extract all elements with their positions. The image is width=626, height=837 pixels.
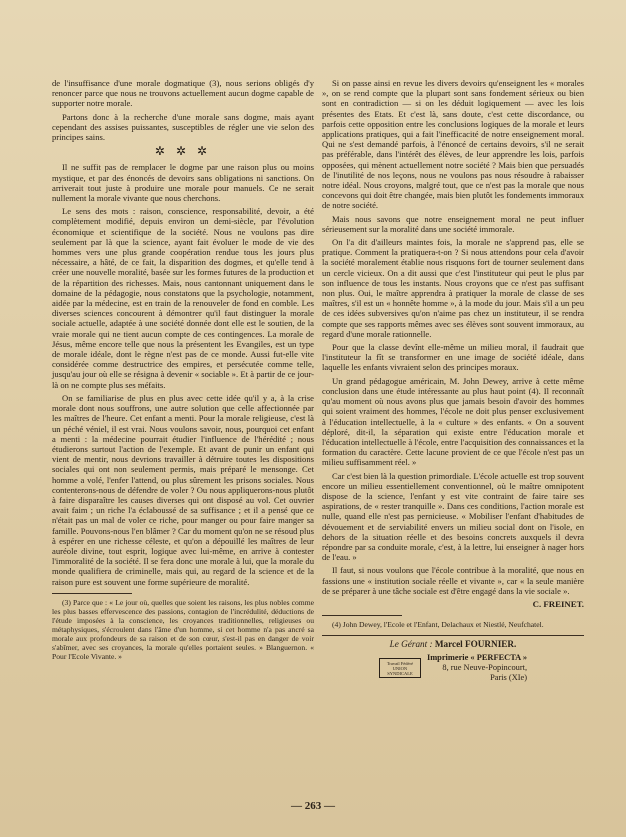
- union-logo-line1: Travail Fédéré: [386, 660, 414, 666]
- printer-address: [427, 653, 527, 683]
- section-ornament-icon: ✲ ✲ ✲: [154, 144, 212, 159]
- publisher-block: [322, 635, 584, 683]
- printer-street: 8, rue Neuve-Popincourt,: [442, 663, 528, 673]
- right-column: [322, 78, 584, 683]
- paragraph: Mais nous savons que notre enseignement moral ne peut influer sérieusement sur la moralité dans une société immorale.: [322, 213, 584, 234]
- page-number: — 263 —: [291, 800, 335, 812]
- paragraph: On se familiarise de plus en plus avec cette idée qu'il y a, à la crise morale dont nous souffrons, une autre solution que celle affectionnée par les maîtres de l'heure. Cet enfant a menti. Pour la morale religieuse, c'est là un péché véniel, il est vrai. Nous voulons savoir, nous, pourquoi cet enfant a menti : la médecine pourrait étudier l'influence de l'hérédité ; nous étudierons surtout l'action de l'exemple. Et avant de punir un enfant qui vient de mentir, nous devrions travailler à détruire toutes les dispositions sociales qui ont non seulement permis, mais préparé le mensonge. Cet homme a volé, l'enfer l'attend, ou plus sûrement les prisons sociales. Nous contenterons-nous de défendre de voler ? Ou nous appliquerons-nous plutôt à faire disparaître les causes diverses qui ont disposé au vol. Cet ouvrier avait faim ; un riche l'a éclaboussé de sa suffisance ; et il a pensé que ce n'était pas un mal de voler ce riche, pour manger ou pour faire manger sa famille. Pouvons-nous l'en blâmer ? Car du moment qu'on ne se résoud plus à espérer en une richesse céleste, et qu'on a dépouillé les maîtres de leur auréole divine, tout esprit, logique avec lui-même, en arrive à contester l'immoralité de la société. Il se fera donc une morale à lui, que la morale du monde qualifiera de criminelle, mais qui, au regard de la science et de la raison pure est souvent une forme supérieure de moralité.: [52, 392, 314, 587]
- footnote-divider: [322, 615, 402, 616]
- printer-row: [322, 653, 584, 683]
- paragraph: Partons donc à la recherche d'une morale sans dogme, mais ayant cependant des assises puissantes, susceptibles de régler une vie selon des principes sains.: [52, 111, 314, 143]
- printer-city: Paris (XIe): [490, 673, 528, 683]
- paragraph: Si on passe ainsi en revue les divers devoirs qu'enseignent les « morales », on se rend compte que la plupart sont sans fondement sérieux ou bien sont en contradiction — si on les déduit logiquement — avec les lois présentes des Etats. Et c'est là, sans doute, c'est cette discordance, ou parfois cette opposition entre les conclusions logiques de la morale et leurs applications pratiques, qui a fait l'inefficacité de notre enseignement moral. Qui ne s'est demandé parfois, à l'énoncé de certains devoirs, s'il ne serait pas préférable, dans l'intérêt des élèves, de leur apprendre les lois, parfois opposées, qui mènent actuellement notre société ? Mais bien que persuadés de l'inutilité de nos leçons, nous ne voulons pas nous résoudre à rabaisser notre idéal. Nous croyons, malgré tout, que ce n'est pas la morale que nous concevons qui doit être changée, mais bien plutôt les fondements immoraux de notre société.: [322, 78, 584, 211]
- paragraph: Il faut, si nous voulons que l'école contribue à la moralité, que nous en fassions une « institution sociale réelle et vivante », car « la seule manière de se préparer à une tâche sociale est d'être engagé dans la vie sociale ».: [322, 565, 584, 596]
- gerant-label: Le Gérant :: [389, 639, 433, 650]
- footnote-3: (3) Parce que : « Le jour où, quelles que soient les raisons, les plus nobles comme les plus basses effervescence des passions, contagion de l'incrédulité, déductions de l'étude imposées à la conscience, les croyances traditionnelles, religieuses ou métaphysiques, s'écroulent dans l'âme d'un homme, si cet homme n'a pas ancré sa morale aux profondeurs de sa raison et de son cœur, s'est-il pas en danger de voir s'abîmer, avec ses croyances, la morale qu'elles portaient seules. » Blanguernon. « Pour l'Ecole Vivante. »: [52, 597, 314, 661]
- union-logo-line2: UNION SYNDICALE: [387, 665, 413, 676]
- paragraph: Il ne suffit pas de remplacer le dogme par une raison plus ou moins mystique, et par des énoncés de devoirs sans obligations ni sanctions. On arriverait tout juste à produire une morale pour manuels. Ce ne serait nullement la morale vivante que nous cherchons.: [52, 162, 314, 204]
- printer-name: Imprimerie « PERFECTA »: [426, 653, 528, 663]
- paragraph: Le sens des mots : raison, conscience, responsabilité, devoir, a été complètement modifié, depuis environ un demi-siècle, par l'évolution économique et scientifique de la société. Nous ne voulons pas dire seulement par là que la science, ayant fait évoluer le mode de vie des hommes vers une plus grande coopération rendue tous les jours plus nécessaire, a hâté, de ce fait, la disparition des dogmes, et qu'elle tend à créer une nouvelle moralité, basée sur les formes futures de la production et de la répartition des richesses. Mais, nous cantonnant uniquement dans le domaine de la pédagogie, nous constatons que la psychologie, notamment, aidée par la médecine, est en train de la renouveler de fond en comble. Les diverses sciences concourent à démontrer qu'il faut distinguer la morale sociale actuelle, adaptée à une société donnée dont elle est le soutien, de la vraie morale qui ne tient aucun compte de ces contingences. La morale de Jésus, même encore telle que nous la présentent les Evangiles, est un type de morale idéale, dont le règne n'est pas de ce monde. Aussi fut-elle vite considérée comme destructrice des empires, et persécutée comme telle, jusqu'au jour où elle se résigna à devenir « sociable ». Et à partir de ce jour-là on ne compte plus ses méfaits.: [52, 206, 314, 390]
- gerant-name: Marcel FOURNIER.: [434, 639, 517, 650]
- paragraph: de l'insuffisance d'une morale dogmatique (3), nous serions obligés d'y renoncer parce que nous ne trouvons actuellement aucun dogme capable de supporter notre morale.: [52, 78, 314, 109]
- paragraph: Car c'est bien là la question primordiale. L'école actuelle est trop souvent encore un milieu essentiellement conventionnel, où le maître omnipotent dispose de la science, l'enfant y est vite contraint de faire taire ses aspirations, de « rester tranquille ». Dans ces conditions, l'action morale est nulle, quand elle n'est pas pernicieuse. « Mobiliser l'enfant d'habitudes de dévouement et de serviabilité envers un milieu social dont on l'isole, en dehors de la situation réelle et des besoins concrets auxquels il devra répondre par sa conduite morale, c'est, à la lettre, lui enseigner à nager hors de l'eau. »: [322, 470, 584, 563]
- author-signature: C. FREINET.: [532, 598, 584, 609]
- footnote-divider: [52, 593, 132, 594]
- left-column: [52, 78, 314, 664]
- footnote-4: (4) John Dewey, l'Ecole et l'Enfant, Delachaux et Niestlé, Neufchatel.: [332, 620, 544, 630]
- union-label-logo-icon: [379, 658, 421, 678]
- paragraph: Pour que la classe devînt elle-même un milieu moral, il faudrait que l'instituteur la fît se transformer en une image de société idéale, dans laquelle les enfants vivraient selon des principes moraux.: [322, 342, 584, 373]
- paragraph: Un grand pédagogue américain, M. John Dewey, arrive à cette même conclusion dans une étude intéressante au plus haut point (4). Il reconnaît qu'au moment où nous avons plus que jamais besoin d'avoir des hommes qui soient vraiment des hommes, l'école ne doit plus penser exclusivement à l'éducation intellectuelle, à la « culture » des enfants. « On a souvent déploré, dit-il, la séparation qui existe entre l'éducation morale et l'éducation intellectuelle à l'école, entre l'acquisition des connaissances et la formation du caractère. Cette lacune provient de ce que l'école n'est pas un milieu suffisamment réel. »: [322, 375, 584, 468]
- paragraph: On l'a dit d'ailleurs maintes fois, la morale ne s'apprend pas, elle se pratique. Comment la pratiquera-t-on ? Si nous attendons pour cela d'avoir la société moralement établie nous risquons fort de tourner seulement dans un cercle vicieux. On a dit aussi que c'est l'instituteur qui peut le plus par son influence de tous les instants. Nous croyons que ce n'est pas suffisant non plus. Oui, le maître apprendra à pratiquer la morale de classe de ses maîtres, s'il est un « honnête homme », à la mode du jour. Mais s'il a un peu de ces idées subversives qu'on n'aime pas chez un instituteur, il se rendra compte que ses rapports mêmes avec ses élèves sont souvent immoraux, au regard d'une morale rationnelle.: [322, 237, 584, 339]
